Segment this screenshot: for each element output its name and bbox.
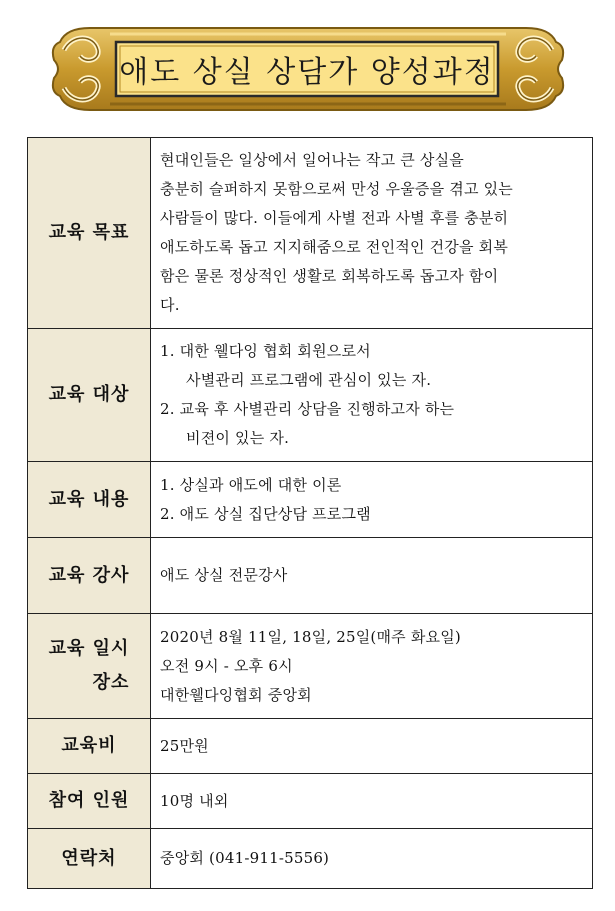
value-schedule	[151, 614, 593, 719]
value-content	[151, 462, 593, 538]
title-banner	[50, 20, 566, 118]
value-target	[151, 329, 593, 462]
value-instructor	[151, 538, 593, 614]
row-goal	[28, 138, 593, 329]
label-fee: 교육비	[28, 719, 151, 774]
content-line: 1. 상실과 애도에 대한 이론	[160, 475, 342, 494]
schedule-line: 대한웰다잉협회 중앙회	[160, 685, 312, 704]
label-capacity: 참여 인원	[28, 774, 151, 829]
row-target	[28, 329, 593, 462]
row-schedule	[28, 614, 593, 719]
goal-line: 충분히 슬퍼하지 못함으로써 만성 우울증을 겪고 있는	[160, 180, 513, 198]
goal-line: 함은 물론 정상적인 생활로 회복하도록 돕고자 함이	[160, 267, 499, 285]
schedule-line: 오전 9시 - 오후 6시	[160, 656, 293, 675]
label-schedule-line2: 장소	[92, 672, 130, 693]
goal-line: 애도하도록 돕고 지지해줌으로 전인적인 건강을 회복	[160, 238, 509, 256]
target-line: 비젼이 있는 자.	[186, 429, 290, 447]
value-fee	[151, 719, 593, 774]
label-contact: 연락처	[28, 829, 151, 889]
instructor-line: 애도 상실 전문강사	[160, 566, 288, 584]
goal-line: 현대인들은 일상에서 일어나는 작고 큰 상실을	[160, 151, 464, 169]
value-capacity	[151, 774, 593, 829]
goal-line: 사람들이 많다. 이들에게 사별 전과 사별 후를 충분히	[160, 209, 509, 227]
row-capacity	[28, 774, 593, 829]
course-info-table	[27, 137, 593, 889]
row-contact	[28, 829, 593, 889]
content-line: 2. 애도 상실 집단상담 프로그램	[160, 504, 371, 523]
row-instructor	[28, 538, 593, 614]
label-target: 교육 대상	[28, 329, 151, 462]
target-line: 사별관리 프로그램에 관심이 있는 자.	[186, 371, 432, 389]
label-content: 교육 내용	[28, 462, 151, 538]
capacity-line: 10명 내외	[160, 791, 229, 810]
label-instructor: 교육 강사	[28, 538, 151, 614]
label-schedule	[28, 614, 151, 719]
contact-line: 중앙회 (041-911-5556)	[160, 849, 330, 867]
row-fee	[28, 719, 593, 774]
fee-line: 25만원	[160, 736, 209, 755]
row-content	[28, 462, 593, 538]
target-line: 1. 대한 웰다잉 협회 회원으로서	[160, 342, 371, 360]
label-schedule-line1: 교육 일시	[48, 638, 130, 659]
label-goal: 교육 목표	[28, 138, 151, 329]
schedule-line: 2020년 8월 11일, 18일, 25일(매주 화요일)	[160, 627, 461, 646]
banner-title: 애도 상실 상담가 양성과정	[119, 55, 495, 90]
value-contact	[151, 829, 593, 889]
target-line: 2. 교육 후 사별관리 상담을 진행하고자 하는	[160, 400, 455, 418]
value-goal	[151, 138, 593, 329]
goal-line: 다.	[160, 296, 180, 314]
